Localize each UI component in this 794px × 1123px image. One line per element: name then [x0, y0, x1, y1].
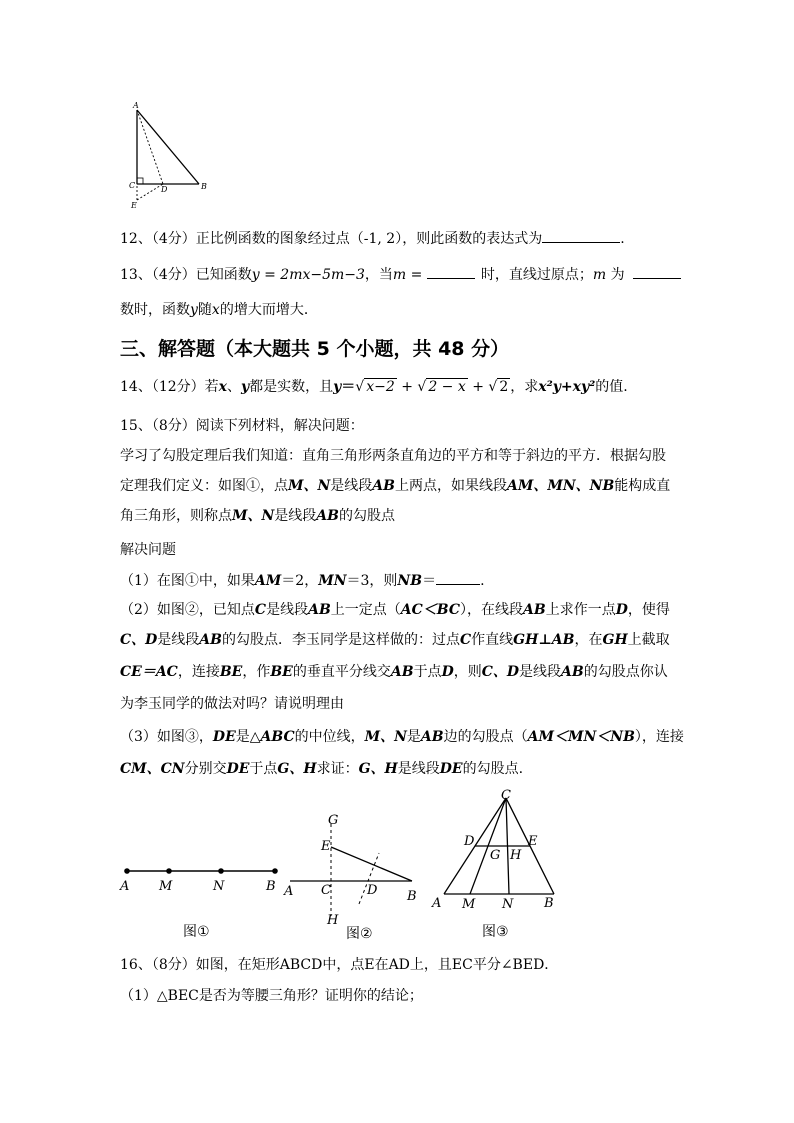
text: ＝: [341, 379, 356, 395]
text: 角三角形，则称点: [120, 508, 232, 524]
text: 是线段: [266, 602, 309, 618]
math: BE: [219, 664, 243, 680]
text: 的勾股点你认: [583, 664, 668, 680]
text: =: [406, 267, 427, 283]
question-number: 12、: [120, 231, 152, 247]
math: ABC: [260, 729, 295, 745]
q15-paragraph-line3: [120, 506, 395, 526]
text: ，求: [510, 379, 539, 395]
label-A: A: [432, 896, 442, 911]
label-H: H: [327, 913, 339, 928]
question-text: 正比例函数的图象经过点（-1, 2），则此函数的表达式为: [195, 231, 543, 247]
question-number: 14、: [120, 379, 152, 395]
math: AM＜MN＜NB: [527, 729, 635, 745]
math: AB: [523, 602, 546, 618]
variable: m: [392, 267, 407, 283]
variable: y: [241, 379, 250, 395]
text: 数时，函数: [120, 302, 190, 318]
text: 的值.: [595, 379, 628, 395]
radicand-1: x−2: [366, 379, 395, 395]
label-C: C: [321, 883, 331, 898]
text: 能构成直: [614, 478, 671, 494]
math: M、N: [364, 729, 407, 745]
math: AB: [316, 508, 339, 524]
text: 作直线: [471, 632, 514, 648]
text: 是线段: [519, 664, 561, 680]
math: AB: [420, 729, 444, 745]
text: 于点: [413, 664, 442, 680]
text: +: [467, 379, 489, 395]
question-score: （12分）: [151, 379, 205, 395]
text: ，在: [574, 632, 603, 648]
math: AB: [199, 632, 222, 648]
text: 上截取: [627, 632, 670, 648]
answer-blank: [436, 570, 480, 585]
label-C: C: [129, 181, 136, 190]
text: 随: [197, 302, 212, 318]
label-M: M: [159, 879, 173, 894]
text: 上两点，如果线段: [395, 478, 507, 494]
text: 为: [606, 267, 625, 283]
variable: x: [218, 379, 228, 395]
math: CM、CN: [120, 761, 185, 777]
math: NB: [397, 573, 423, 589]
text: 边的勾股点（: [443, 729, 528, 745]
q15-subquestion-2-line1: [120, 600, 670, 620]
q16-subquestion-1: （1）△BEC是否为等腰三角形？证明你的结论；: [120, 988, 423, 1004]
text: 是线段: [274, 508, 317, 524]
text: 是线段: [330, 478, 373, 494]
math: C: [460, 632, 472, 648]
q15-subquestion-1: [120, 570, 485, 591]
text: 的增大而增大．: [219, 302, 318, 318]
question-number: 13、: [120, 267, 152, 283]
figure-3: [428, 784, 563, 914]
text: +: [396, 379, 418, 395]
math: AM、MN、NB: [507, 478, 615, 494]
question-score: （8分）: [151, 957, 196, 973]
label-B: B: [407, 889, 417, 904]
text: .: [480, 573, 485, 589]
section-3-title: 三、解答题（本大题共 5 个小题，共 48 分）: [120, 338, 510, 360]
variable: m: [592, 267, 607, 283]
math: AB: [308, 602, 331, 618]
math: GH: [602, 632, 628, 648]
math: DE: [226, 761, 250, 777]
question-13-line1: [120, 264, 681, 285]
radicand-3: 2: [499, 379, 509, 395]
text: 的中位线，: [294, 729, 365, 745]
label-B: B: [201, 182, 207, 191]
answer-blank: [542, 228, 620, 243]
question-number: 16、: [120, 957, 152, 973]
text: ，作: [242, 664, 271, 680]
math: G、H: [358, 761, 398, 777]
label-D: D: [367, 883, 378, 898]
label-A: A: [120, 879, 130, 894]
text: 已知函数: [195, 267, 252, 283]
label-C: C: [501, 788, 511, 803]
text: 分别交: [184, 761, 227, 777]
expression: x²y+xy²: [538, 379, 596, 395]
text: 是△: [235, 729, 261, 745]
text: ，连接: [177, 664, 220, 680]
q15-subquestion-2-line2: [120, 630, 670, 650]
question-12: [120, 228, 625, 249]
label-N: N: [213, 879, 225, 894]
text: ），在线段: [460, 602, 524, 618]
math: D: [441, 664, 454, 680]
figure-2: [280, 808, 425, 930]
text: （2）如图②，已知点: [120, 602, 255, 618]
math: AM: [254, 573, 282, 589]
text: 上求作一点: [545, 602, 616, 618]
text: 、: [227, 379, 242, 395]
q15-subquestion-3-line2: [120, 759, 523, 779]
figure-2-caption: 图②: [346, 926, 373, 942]
answer-blank-1: [427, 264, 475, 279]
text: （1）在图①中，如果: [120, 573, 255, 589]
label-A: A: [284, 884, 294, 899]
question-15: [120, 416, 364, 436]
question-score: （4分）: [151, 267, 196, 283]
math: D: [615, 602, 628, 618]
math: BE: [270, 664, 293, 680]
text: 是: [406, 729, 421, 745]
question-score: （8分）: [151, 418, 196, 434]
text: 阅读下列材料，解决问题：: [195, 418, 364, 434]
label-H: H: [510, 848, 522, 863]
label-G: G: [328, 813, 339, 828]
answer-blank-2: [633, 264, 681, 279]
variable: y: [190, 302, 198, 318]
math: C、D: [120, 632, 158, 648]
text: 都是实数，且: [249, 379, 334, 395]
text: ，使得: [627, 602, 670, 618]
text: 的垂直平分线交: [292, 664, 391, 680]
variable: y: [333, 379, 342, 395]
function-expression: y = 2mx−5m−3: [251, 267, 365, 283]
text: ＝2，: [281, 573, 319, 589]
text: 是线段: [397, 761, 440, 777]
math: AB: [390, 664, 414, 680]
math: AB: [372, 478, 395, 494]
label-E: E: [131, 201, 137, 210]
text: 于点: [249, 761, 278, 777]
text: 时，直线过原点；: [480, 267, 593, 283]
radicand-2: 2 − x: [428, 379, 466, 395]
text: 是线段: [157, 632, 200, 648]
math: M、N: [232, 508, 275, 524]
text: （3）如图③，: [120, 729, 213, 745]
text: 的勾股点: [339, 508, 395, 524]
top-triangle-figure: [125, 100, 215, 212]
text: 的勾股点．李玉同学是这样做的：过点: [222, 632, 460, 648]
variable: x: [211, 302, 220, 318]
question-score: （4分）: [151, 231, 196, 247]
math: M、N: [288, 478, 331, 494]
label-N: N: [502, 897, 514, 912]
math: AC＜BC: [400, 602, 461, 618]
text: 若: [204, 379, 219, 395]
label-B: B: [544, 896, 554, 911]
text: ＝: [422, 573, 437, 589]
question-13-line2: [120, 300, 318, 320]
text: 定理我们定义：如图①，点: [120, 478, 288, 494]
math: MN: [318, 573, 347, 589]
question-16: [120, 955, 558, 975]
label-G: G: [490, 848, 501, 863]
label-E: E: [321, 839, 331, 854]
label-D: D: [464, 834, 475, 849]
label-E: E: [528, 834, 538, 849]
text: ，当: [364, 267, 393, 283]
text: 求证：: [316, 761, 359, 777]
math: DE: [212, 729, 236, 745]
text: ），连接: [634, 729, 684, 745]
text: 的勾股点.: [462, 761, 524, 777]
text: ，则: [453, 664, 482, 680]
figure-3-caption: 图③: [482, 924, 509, 940]
q15-subquestion-2-line4: 为李玉同学的做法对吗？请说明理由: [120, 696, 344, 712]
label-B: B: [266, 879, 276, 894]
q15-paragraph-line1: 学习了勾股定理后我们知道：直角三角形两条直角边的平方和等于斜边的平方．根据勾股: [120, 448, 666, 464]
question-14: 14、（12分）若x、y都是实数，且y＝√ x−2 + √ 2 − x + √ 2 ，求x²y+xy²的值.: [120, 379, 628, 395]
math: G、H: [277, 761, 317, 777]
label-M: M: [462, 897, 476, 912]
figure-1: [115, 860, 285, 900]
figure-1-caption: 图①: [183, 924, 210, 940]
period: .: [620, 231, 625, 247]
q15-solve-heading: 解决问题: [120, 542, 176, 558]
math: DE: [439, 761, 463, 777]
q15-subquestion-2-line3: [120, 662, 668, 682]
label-A: A: [133, 101, 139, 110]
question-number: 15、: [120, 418, 152, 434]
text: 上一定点（: [330, 602, 401, 618]
q15-subquestion-3-line1: [120, 727, 684, 747]
math: GH⊥AB: [513, 632, 575, 648]
text: ＝3，则: [346, 573, 398, 589]
label-D: D: [161, 185, 168, 194]
q15-paragraph-line2: [120, 476, 670, 496]
question-text: 如图，在矩形ABCD中，点E在AD上，且EC平分∠BED．: [195, 957, 559, 973]
math: AB: [561, 664, 584, 680]
math: C: [254, 602, 267, 618]
math: C、D: [481, 664, 519, 680]
math: CE＝AC: [120, 664, 178, 680]
